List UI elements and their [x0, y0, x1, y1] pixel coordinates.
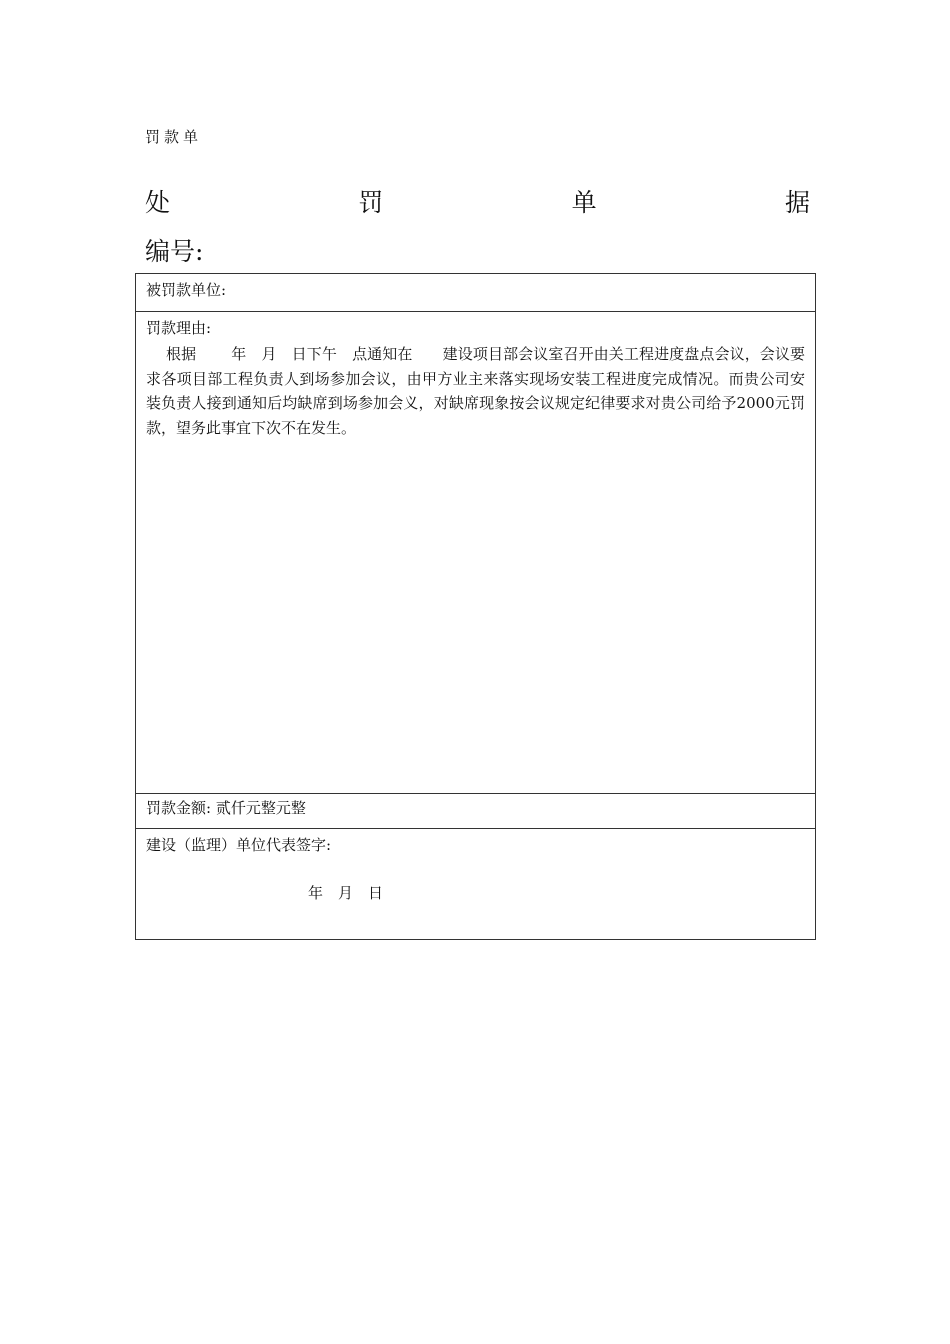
- penalty-amount-text: 罚款金额: 贰仟元整元整: [146, 799, 306, 817]
- penalty-reason-row: [136, 312, 815, 794]
- header-small-title: 罚款单: [145, 128, 203, 146]
- title-char-3: 单: [571, 188, 597, 217]
- title-char-2: 罚: [358, 188, 384, 217]
- document-title: [145, 183, 810, 219]
- signature-label: 建设（监理）单位代表签字:: [146, 836, 332, 854]
- penalty-reason-text: 根据 年 月 日下午 点通知在 建设项目部会议室召开由关工程进度盘点会议，会议要求各项目部工程负责人到场参加会议，由甲方业主来落实现场安装工程进度完成情况。而贵公司安装负责人接到通知后均缺席到场参加会义，对缺席现象按会议规定纪律要求对贵公司给予2000元罚款，望务此事宜下次不在发生。: [146, 345, 805, 437]
- signature-row: [136, 829, 815, 939]
- title-char-1: 处: [145, 188, 171, 217]
- title-char-4: 据: [784, 188, 810, 217]
- document-number-label: 编号:: [145, 237, 204, 266]
- penalty-amount-row: [136, 794, 815, 829]
- penalized-unit-row: [136, 274, 815, 312]
- penalized-unit-label: 被罚款单位:: [146, 281, 227, 299]
- penalty-reason-label: 罚款理由:: [146, 319, 212, 337]
- signature-date-line: 年 月 日: [308, 884, 384, 902]
- penalty-form-table: [135, 273, 816, 940]
